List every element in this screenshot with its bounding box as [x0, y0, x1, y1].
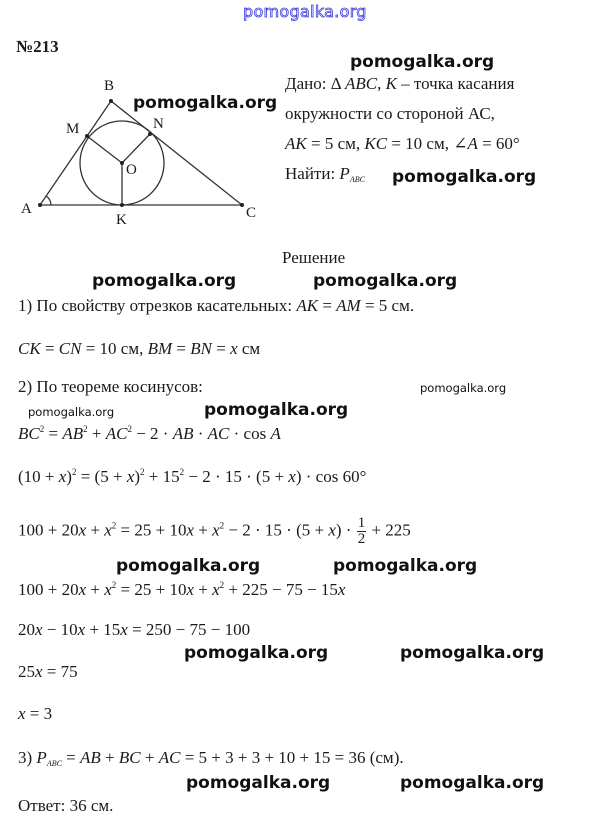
text-segment: =: [61, 748, 81, 767]
math-variable: x: [126, 467, 135, 486]
math-variable: x: [337, 580, 346, 599]
label-b: B: [104, 78, 115, 94]
solution-line: [18, 796, 113, 816]
watermark: pomogalka.org: [400, 643, 545, 663]
text-segment: =: [44, 424, 63, 443]
watermark: pomogalka.org: [116, 556, 261, 576]
exponent: 2: [179, 467, 185, 477]
math-variable: BN: [190, 339, 212, 358]
solution-line: [18, 296, 414, 316]
text-segment: ) ·: [335, 520, 356, 540]
label-o: O: [126, 162, 137, 178]
solution-line: [18, 377, 203, 397]
text-segment: + 225 − 75 − 15: [224, 580, 338, 599]
text-segment: (10 +: [18, 467, 59, 486]
exponent: 2: [111, 580, 117, 590]
text-segment: ): [134, 467, 141, 486]
math-variable: x: [77, 620, 86, 639]
solution-line: [18, 580, 345, 600]
text-segment: ·: [193, 424, 208, 443]
text-segment: = 25 + 10: [116, 580, 187, 599]
watermark: pomogalka.org: [333, 556, 478, 576]
math-variable: A: [270, 424, 281, 443]
exponent: 2: [83, 424, 88, 434]
math-variable: A: [467, 134, 478, 153]
math-variable: BM: [147, 339, 173, 358]
exponent: 2: [219, 520, 225, 531]
given-line: [285, 74, 514, 94]
watermark: pomogalka.org: [392, 167, 537, 187]
exponent: 2: [140, 467, 145, 477]
text-segment: Дано: Δ: [285, 74, 345, 93]
text-segment: Найти:: [285, 164, 340, 183]
text-segment: = 25 + 10: [116, 520, 187, 540]
math-variable: CK: [18, 339, 41, 358]
given-line: [285, 164, 365, 184]
math-variable: AK: [296, 296, 319, 315]
solution-line: [18, 467, 366, 487]
text-segment: =: [318, 296, 337, 315]
text-segment: 1) По свойству отрезков касательных:: [18, 296, 297, 315]
watermark: pomogalka.org: [186, 773, 331, 793]
solution-line: [18, 620, 250, 640]
exponent: 2: [111, 520, 117, 531]
fraction-part: 2: [357, 531, 366, 547]
label-m: M: [66, 121, 80, 137]
watermark: pomogalka.org: [420, 381, 507, 395]
math-variable: AB: [80, 748, 101, 767]
solution-line: [18, 704, 52, 724]
solution-heading: Решение: [282, 248, 346, 267]
text-segment: =: [40, 339, 59, 358]
text-segment: +: [194, 520, 213, 540]
text-segment: − 2 ·: [131, 424, 173, 443]
text-segment: 20: [18, 620, 35, 639]
exponent: 2: [39, 424, 45, 434]
text-segment: = 3: [25, 704, 53, 723]
watermark: pomogalka.org: [400, 773, 545, 793]
angle-a-arc: [46, 196, 51, 205]
math-variable: KC: [364, 134, 388, 153]
text-segment: см: [237, 339, 261, 358]
text-segment: +: [100, 748, 119, 767]
text-segment: − 2 · 15 · (5 +: [184, 467, 289, 486]
math-variable: AK: [285, 134, 307, 153]
label-n: N: [153, 116, 164, 132]
fraction: [357, 516, 367, 547]
text-segment: = 10 см,: [81, 339, 148, 358]
text-segment: – точка касания: [396, 74, 515, 93]
label-k: K: [116, 212, 127, 228]
label-a: A: [21, 201, 32, 217]
solution-line: [18, 516, 411, 547]
given-line: [285, 104, 495, 124]
math-variable: P: [339, 164, 350, 183]
math-variable: BC: [18, 424, 40, 443]
math-variable: x: [104, 580, 112, 599]
watermark: pomogalka.org: [28, 405, 115, 419]
text-segment: ): [66, 467, 72, 486]
math-variable: BC: [118, 748, 141, 767]
side-bc: [111, 101, 242, 205]
math-variable: x: [58, 467, 67, 486]
subscript: ABC: [46, 759, 62, 768]
math-variable: x: [78, 580, 87, 599]
solution-line: [18, 424, 281, 444]
math-variable: AC: [207, 424, 230, 443]
text-segment: Ответ: 36 см.: [18, 796, 114, 815]
text-segment: 2) По теореме косинусов:: [18, 377, 203, 396]
text-segment: ) · cos 60°: [295, 467, 367, 486]
text-segment: 100 + 20: [18, 580, 79, 599]
text-segment: + 15: [144, 467, 180, 486]
math-variable: x: [288, 467, 296, 486]
watermark: pomogalka.org: [204, 400, 349, 420]
radius-om: [87, 136, 122, 163]
text-segment: = 5 см,: [306, 134, 365, 153]
math-variable: ABC: [344, 74, 378, 93]
math-variable: x: [186, 580, 195, 599]
problem-number: №213: [16, 37, 59, 56]
text-segment: = (5 +: [76, 467, 127, 486]
exponent: 2: [71, 467, 77, 477]
text-segment: + 225: [367, 520, 411, 540]
math-variable: x: [18, 704, 26, 723]
math-variable: AM: [336, 296, 361, 315]
solution-line: [18, 748, 404, 768]
text-segment: +: [86, 580, 105, 599]
text-segment: · cos: [229, 424, 271, 443]
watermark: pomogalka.org: [313, 271, 458, 291]
text-segment: = 5 + 3 + 3 + 10 + 15 = 36 (см).: [180, 748, 404, 767]
text-segment: = 10 см, ∠: [387, 134, 468, 153]
text-segment: = 75: [42, 662, 78, 681]
exponent: 2: [219, 580, 225, 590]
text-segment: − 2 · 15 · (5 +: [224, 520, 329, 540]
text-segment: = 250 − 75 − 100: [127, 620, 251, 639]
text-segment: − 10: [42, 620, 78, 639]
radius-on: [122, 134, 150, 163]
text-segment: ,: [377, 74, 386, 93]
text-segment: 3): [18, 748, 37, 767]
text-segment: +: [140, 748, 159, 767]
math-variable: x: [35, 620, 43, 639]
math-variable: x: [212, 520, 220, 540]
label-c: C: [246, 205, 257, 221]
math-variable: x: [78, 520, 87, 540]
math-variable: x: [186, 520, 195, 540]
text-segment: =: [172, 339, 191, 358]
text-segment: +: [87, 424, 106, 443]
given-line: [285, 134, 520, 154]
watermark: pomogalka.org: [133, 93, 278, 113]
solution-line: [18, 339, 260, 359]
side-ab: [40, 101, 111, 205]
text-segment: + 15: [85, 620, 121, 639]
text-segment: 25: [18, 662, 35, 681]
text-segment: +: [86, 520, 105, 540]
math-variable: AC: [105, 424, 128, 443]
text-segment: = 60°: [477, 134, 520, 153]
math-variable: x: [120, 620, 128, 639]
math-variable: K: [385, 74, 397, 93]
math-variable: AB: [172, 424, 194, 443]
math-variable: x: [328, 520, 336, 540]
solution-line: [18, 662, 78, 682]
fraction-part: 1: [357, 515, 366, 531]
text-segment: = 5 см.: [360, 296, 415, 315]
site-watermark-header: pomogalka.org: [243, 2, 367, 21]
math-variable: x: [212, 580, 220, 599]
math-variable: AB: [62, 424, 84, 443]
math-variable: AC: [158, 748, 181, 767]
text-segment: окружности со стороной АС,: [285, 104, 495, 123]
watermark: pomogalka.org: [184, 643, 329, 663]
math-variable: CN: [58, 339, 82, 358]
math-variable: x: [230, 339, 238, 358]
text-segment: 100 + 20: [18, 520, 79, 540]
text-segment: +: [194, 580, 213, 599]
exponent: 2: [127, 424, 132, 434]
math-variable: x: [104, 520, 112, 540]
subscript: ABC: [349, 175, 365, 184]
text-segment: =: [211, 339, 231, 358]
watermark: pomogalka.org: [350, 52, 495, 72]
math-variable: x: [35, 662, 43, 681]
watermark: pomogalka.org: [92, 271, 237, 291]
math-variable: P: [36, 748, 47, 767]
